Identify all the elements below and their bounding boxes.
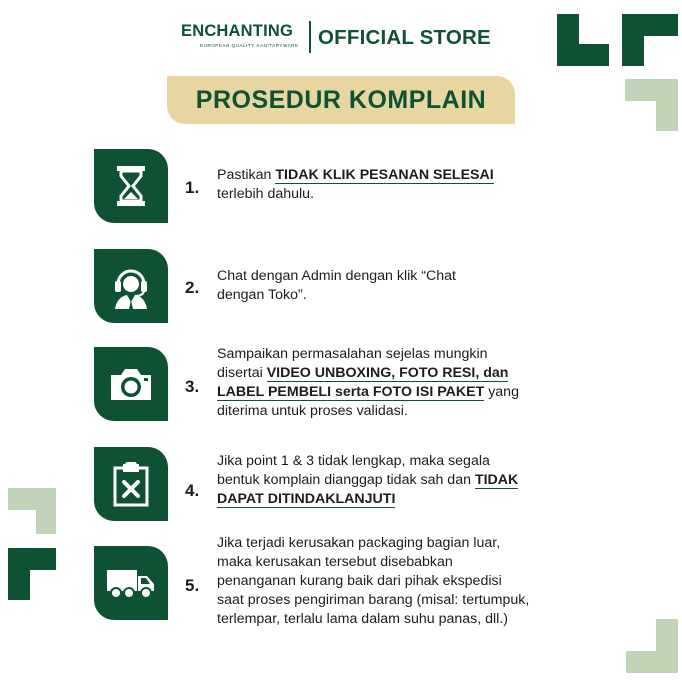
brand-tagline: EUROPEAN QUALITY SANITARYWARE [200, 43, 299, 48]
step-5-icon-tile [94, 546, 168, 620]
corner-decoration-dark [8, 548, 56, 600]
step-1-text: Pastikan TIDAK KLIK PESANAN SELESAI terlebih dahulu. [217, 167, 494, 202]
step-5-text: Jika terjadi kerusakan packaging bagian luar, maka kerusakan tersebut disebabkan penanganan kurang baik dari pihak ekspedisi saat proses pengiriman barang (misal: tertumpuk, terlempar, terlalu lama dalam suhu panas, dll.) [217, 535, 530, 627]
official-store-label: OFFICIAL STORE [318, 26, 491, 49]
step-1-highlight: TIDAK KLIK PESANAN SELESAI [275, 167, 494, 183]
corner-decoration-dark [557, 14, 609, 66]
step-1-icon-tile [94, 149, 168, 223]
brand-logo [181, 22, 303, 54]
step-2-number: 2. [185, 278, 200, 297]
title-banner [167, 76, 515, 124]
step-3-text: Sampaikan permasalahan sejelas mungkin disertai VIDEO UNBOXING, FOTO RESI, dan LABEL PEMBELI serta FOTO ISI PAKET yang diterima untuk proses validasi. [217, 346, 519, 419]
clipboard-x-icon [111, 461, 151, 507]
step-4-highlight-2: DAPAT DITINDAKLANJUTI [217, 491, 396, 507]
step-5-number: 5. [185, 576, 200, 595]
hourglass-icon [111, 164, 151, 208]
page-title: PROSEDUR KOMPLAIN [195, 85, 487, 114]
step-3-highlight-2: LABEL PEMBELI serta FOTO ISI PAKET [217, 384, 485, 400]
step-1-number: 1. [185, 178, 200, 197]
corner-decoration-light [8, 488, 56, 534]
header-divider [309, 21, 311, 53]
step-4-text: Jika point 1 & 3 tidak lengkap, maka segala bentuk komplain dianggap tidak sah dan TIDAK DAPAT DITINDAKLANJUTI [217, 453, 519, 507]
corner-decoration-dark [622, 14, 678, 66]
brand-name: ENCHANTING [181, 22, 293, 40]
step-3-highlight-1: VIDEO UNBOXING, FOTO RESI, dan [266, 365, 509, 381]
step-2-text: Chat dengan Admin dengan klik “Chat dengan Toko”. [217, 268, 456, 303]
step-4-icon-tile [94, 447, 168, 521]
step-3-number: 3. [185, 377, 200, 396]
customer-service-icon [107, 262, 155, 310]
step-4-highlight-1: TIDAK [474, 472, 519, 488]
corner-decoration-light [625, 79, 678, 131]
step-3-icon-tile [94, 347, 168, 421]
truck-icon [105, 566, 157, 600]
step-4-number: 4. [185, 481, 200, 500]
step-2-icon-tile [94, 249, 168, 323]
camera-icon [108, 364, 154, 404]
corner-decoration-light [626, 619, 678, 673]
